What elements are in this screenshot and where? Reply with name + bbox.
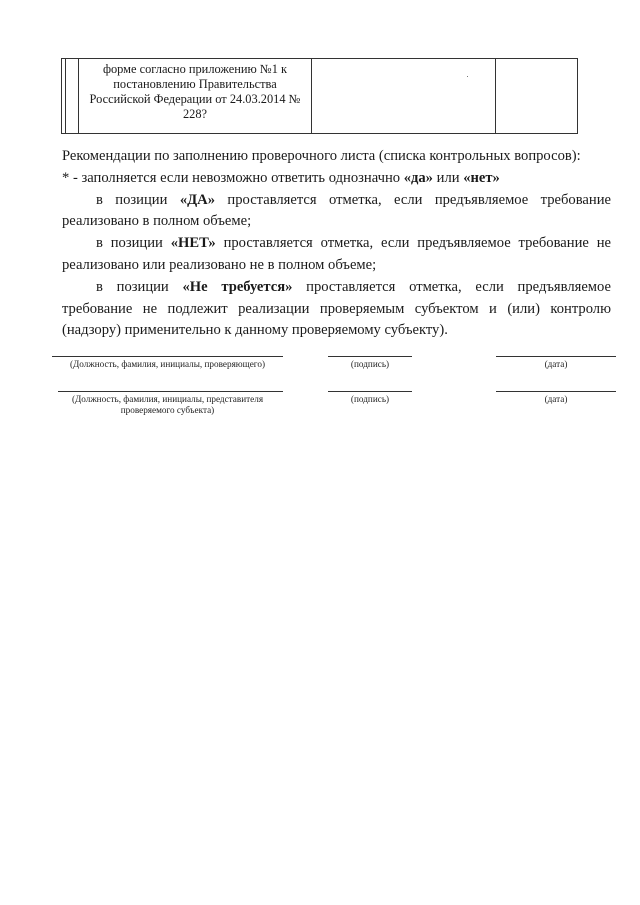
yes-rule-line1: [62, 190, 611, 212]
signature-caption-2: (подпись): [350, 394, 390, 404]
question-text-line: форме согласно приложению №1 к: [102, 62, 288, 76]
na-pre: в позиции: [96, 278, 183, 295]
question-text-line: Российской Федерации от 24.03.2014 №: [89, 92, 301, 106]
yes-bold: «ДА»: [179, 191, 216, 208]
table-row: [62, 59, 578, 134]
na-rule-line2: требование не подлежит реализации проверяемым субъектом и (или) контролю: [62, 300, 611, 317]
representative-caption-line1: (Должность, фамилия, инициалы, представителя: [71, 394, 264, 404]
date-line-2: [496, 391, 616, 392]
na-bold: «Не требуется»: [182, 278, 293, 295]
date-line-1: [496, 356, 616, 357]
answer-cell: [312, 59, 496, 134]
question-cell: [79, 59, 312, 134]
date-caption-1: (дата): [544, 359, 568, 369]
yes-pre: в позиции: [96, 191, 180, 208]
signature-line-2: [328, 391, 412, 392]
note-da: «да»: [403, 169, 433, 186]
na-post: проставляется отметка, если предъявляемое: [292, 278, 611, 295]
checklist-table-fragment: [61, 58, 578, 134]
recommendations-block: [62, 146, 611, 342]
inspector-signature-line: [52, 356, 283, 357]
no-rule-line2: реализовано или реализовано не в полном объеме;: [62, 256, 377, 273]
representative-signature-line: [58, 391, 283, 392]
na-rule-line3: (надзору) применительно к данному проверяемому субъекту).: [62, 322, 448, 339]
signature-caption-1: (подпись): [350, 359, 390, 369]
yes-post: проставляется отметка, если предъявляемое требование: [215, 191, 611, 208]
no-bold: «НЕТ»: [170, 235, 216, 252]
question-text-line: постановлению Правительства: [113, 77, 277, 91]
note-net: «нет»: [463, 169, 500, 186]
question-text-line: 228?: [182, 107, 208, 121]
note-text: * - заполняется если невозможно ответить однозначно: [62, 169, 404, 186]
inspector-caption: (Должность, фамилия, инициалы, проверяющего): [69, 359, 266, 369]
yes-rule-line2: реализовано в полном объеме;: [62, 213, 252, 230]
date-caption-2: (дата): [544, 394, 568, 404]
number-cell: [62, 59, 79, 134]
recommendations-heading: Рекомендации по заполнению проверочного листа (списка контрольных вопросов):: [62, 148, 581, 164]
remark-cell: [496, 59, 578, 134]
note-line: [62, 168, 611, 190]
na-rule-line1: [62, 277, 611, 299]
no-post: проставляется отметка, если предъявляемое требование не: [215, 235, 611, 252]
representative-caption-line2: проверяемого субъекта): [120, 405, 215, 415]
scan-speck: [467, 76, 468, 77]
signature-line-1: [328, 356, 412, 357]
no-pre: в позиции: [96, 235, 171, 252]
no-rule-line1: [62, 233, 611, 255]
note-or: или: [432, 169, 464, 186]
